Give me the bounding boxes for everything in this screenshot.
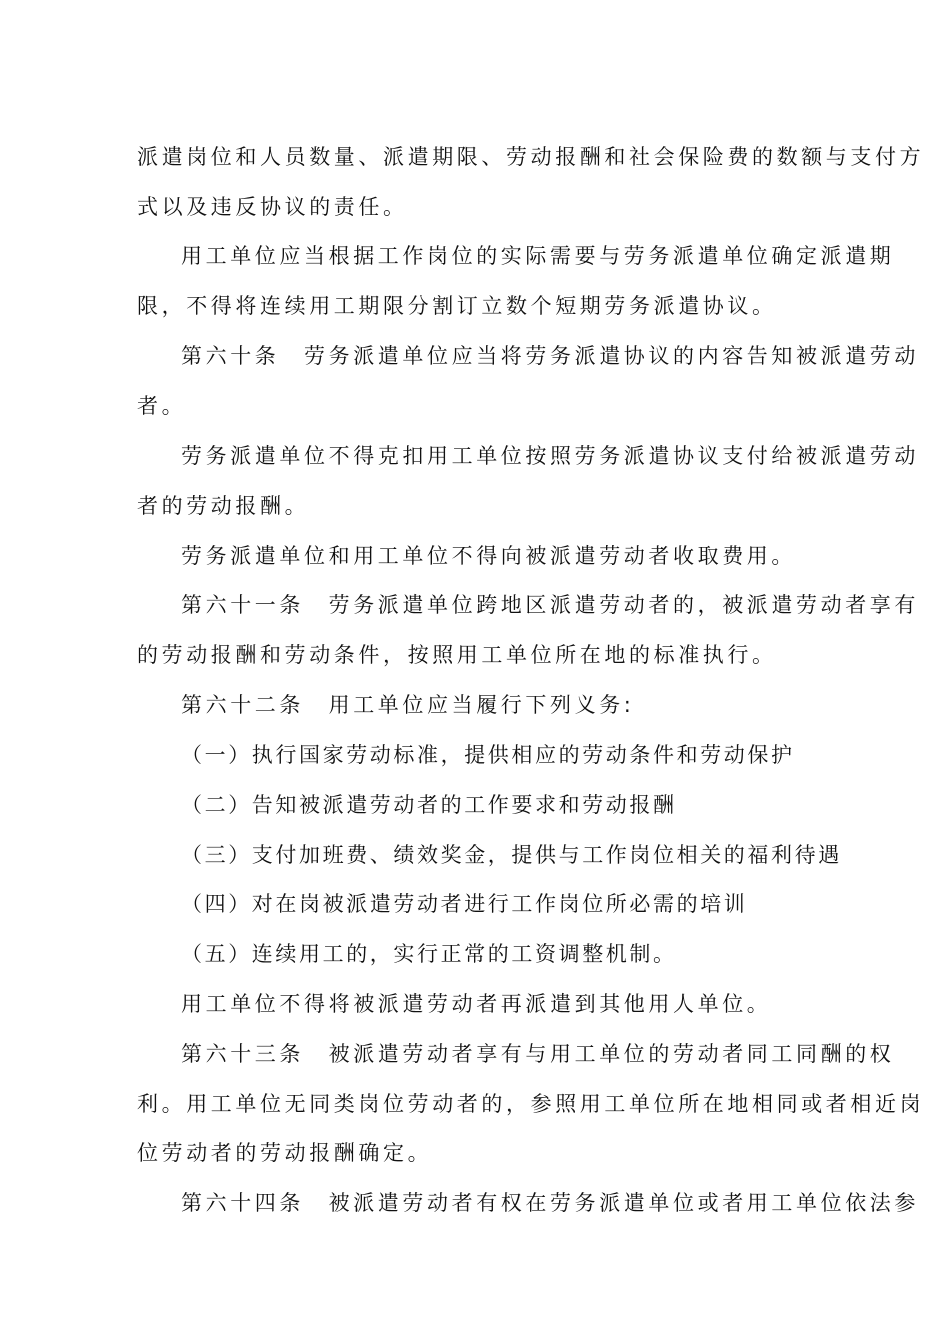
article-64-line: 第六十四条 被派遣劳动者有权在劳务派遣单位或者用工单位依法参 <box>181 1191 919 1215</box>
text-line: 者的劳动报酬。 <box>137 494 310 518</box>
text-line: 式以及违反协议的责任。 <box>137 195 408 219</box>
text-line: 位劳动者的劳动报酬确定。 <box>137 1141 433 1165</box>
article-61-line: 第六十一条 劳务派遣单位跨地区派遣劳动者的，被派遣劳动者享有 <box>181 593 919 617</box>
text-line: 劳务派遣单位不得克扣用工单位按照劳务派遣协议支付给被派遣劳动 <box>181 444 919 468</box>
text-line: 派遣岗位和人员数量、派遣期限、劳动报酬和社会保险费的数额与支付方 <box>137 145 925 169</box>
list-item: （一）执行国家劳动标准，提供相应的劳动条件和劳动保护 <box>181 743 795 767</box>
text-line: 用工单位不得将被派遣劳动者再派遣到其他用人单位。 <box>181 992 772 1016</box>
list-item: （五）连续用工的，实行正常的工资调整机制。 <box>181 942 677 966</box>
text-line: 用工单位应当根据工作岗位的实际需要与劳务派遣单位确定派遣期 <box>181 244 895 268</box>
text-line: 劳务派遣单位和用工单位不得向被派遣劳动者收取费用。 <box>181 544 796 568</box>
text-line: 者。 <box>137 394 187 418</box>
article-60-line: 第六十条 劳务派遣单位应当将劳务派遣协议的内容告知被派遣劳动 <box>181 344 919 368</box>
text-line: 的劳动报酬和劳动条件，按照用工单位所在地的标准执行。 <box>137 643 777 667</box>
article-63-line: 第六十三条 被派遣劳动者享有与用工单位的劳动者同工同酬的权 <box>181 1042 895 1066</box>
text-line: 限，不得将连续用工期限分割订立数个短期劳务派遣协议。 <box>137 294 777 318</box>
text-line: 利。用工单位无同类岗位劳动者的，参照用工单位所在地相同或者相近岗 <box>137 1092 925 1116</box>
list-item: （四）对在岗被派遣劳动者进行工作岗位所必需的培训 <box>181 892 748 916</box>
article-62-line: 第六十二条 用工单位应当履行下列义务: <box>181 693 635 717</box>
list-item: （二）告知被派遣劳动者的工作要求和劳动报酬 <box>181 793 677 817</box>
list-item: （三）支付加班费、绩效奖金，提供与工作岗位相关的福利待遇 <box>181 843 842 867</box>
